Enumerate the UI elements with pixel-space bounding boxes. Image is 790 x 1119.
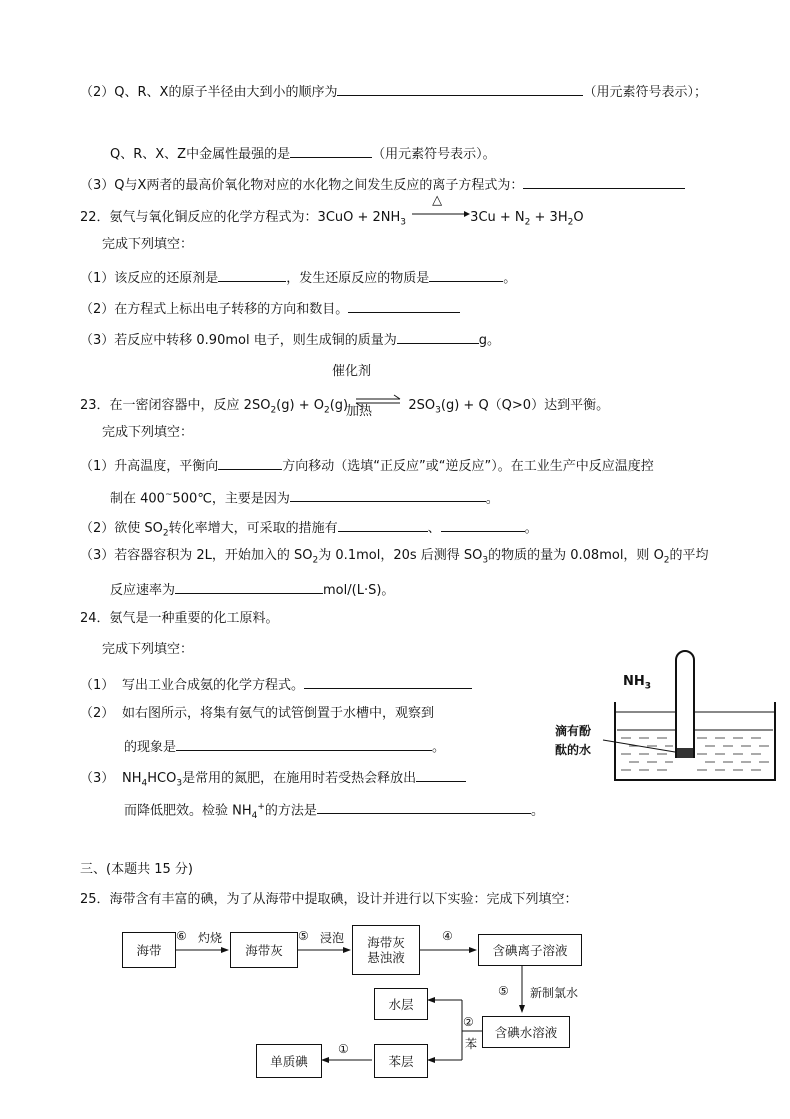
step-2-label: 苯 bbox=[465, 1037, 478, 1051]
section3-title: 三、(本题共 15 分) bbox=[80, 862, 193, 877]
q23-sub1: 2 bbox=[270, 405, 277, 416]
q22-stem-b: 3Cu + N bbox=[470, 210, 525, 225]
step-4-marker: ④ bbox=[442, 929, 453, 943]
q23-p2-a: （2）欲使 SO bbox=[80, 521, 163, 536]
fig-gas-text: NH bbox=[623, 674, 645, 689]
q23-p1-tilde: ~ bbox=[164, 490, 173, 500]
q24-p3-blank2[interactable] bbox=[317, 800, 531, 814]
q24-p2-number: （2） bbox=[80, 706, 115, 721]
q24-fill-instruction: 完成下列填空： bbox=[102, 642, 194, 657]
q24-p2-blank[interactable] bbox=[176, 737, 432, 751]
box-haidai: 海带 bbox=[122, 932, 176, 968]
step-5b-marker: ⑤ bbox=[498, 984, 509, 998]
q22-part3 bbox=[80, 330, 500, 349]
q21-p2-blank[interactable] bbox=[337, 82, 583, 96]
q24-p1-blank[interactable] bbox=[304, 675, 472, 689]
q23-p3-sub3: 2 bbox=[663, 555, 670, 566]
box-haidaihui: 海带灰 bbox=[230, 932, 298, 968]
q22-stem-c: + 3H bbox=[530, 210, 568, 225]
q23-stem-b: (g) + O bbox=[276, 398, 324, 413]
q23-p3-sub2: 3 bbox=[482, 555, 489, 566]
q23-stem-a: 23．在一密闭容器中，反应 2SO bbox=[80, 398, 271, 413]
q23-part1 bbox=[80, 456, 654, 475]
box-benzene-layer: 苯层 bbox=[374, 1044, 428, 1078]
q24-part1 bbox=[80, 675, 472, 694]
box-suspension bbox=[352, 925, 420, 975]
q24-p3-sup: + bbox=[257, 802, 265, 812]
q22-part2 bbox=[80, 299, 460, 318]
q22-p2-blank[interactable] bbox=[348, 299, 460, 313]
q24-p3-number: （3） bbox=[80, 771, 115, 786]
q22-heat-arrow bbox=[410, 193, 470, 221]
q23-catalyst-label: 催化剂 bbox=[332, 364, 372, 379]
q23-p3-sub1: 2 bbox=[312, 555, 319, 566]
q24-p3-blank1[interactable] bbox=[416, 768, 466, 782]
box-iodine-water: 含碘水溶液 bbox=[482, 1016, 570, 1048]
step-6-marker: ⑥ bbox=[176, 929, 187, 943]
q23-p1-a: （1）升高温度，平衡向 bbox=[80, 459, 219, 474]
q22-stem bbox=[80, 193, 584, 231]
q23-p3-d: 的平均 bbox=[669, 548, 709, 563]
q23-p2-d: 。 bbox=[524, 521, 538, 536]
q24-part2 bbox=[80, 706, 434, 722]
box-water-layer: 水层 bbox=[374, 988, 428, 1020]
q23-p2-blank2[interactable] bbox=[441, 518, 525, 532]
box-suspension-line1: 海带灰 bbox=[367, 935, 405, 950]
q22-p1-a: （1）该反应的还原剂是 bbox=[80, 271, 219, 286]
q23-fill-instruction: 完成下列填空： bbox=[102, 425, 194, 440]
q23-p3-e: 反应速率为 bbox=[110, 583, 176, 598]
q23-p1-c: 制在 400 bbox=[110, 491, 165, 507]
q23-p1-d: 500℃，主要是因为 bbox=[172, 491, 290, 507]
q23-p2-blank1[interactable] bbox=[338, 518, 428, 532]
q24-p3-b: HCO bbox=[147, 771, 177, 786]
q21-p3-blank[interactable] bbox=[523, 175, 685, 189]
step-2-marker: ② bbox=[463, 1015, 474, 1029]
q24-part3-line2 bbox=[124, 799, 544, 824]
q24-stem: 24．氨气是一种重要的化工原料。 bbox=[80, 611, 279, 626]
q22-p3-a: （3）若反应中转移 0.90mol 电子，则生成铜的质量为 bbox=[80, 333, 397, 348]
q23-stem-c: (g) bbox=[329, 398, 349, 413]
q24-p3-d: 而降低肥效。检验 NH bbox=[124, 803, 252, 819]
q24-part3 bbox=[80, 768, 466, 792]
q24-p3-c: 是常用的氮肥，在施用时若受热会释放出 bbox=[182, 771, 417, 786]
q23-sub2: 2 bbox=[323, 405, 330, 416]
q23-p2-c: 、 bbox=[427, 521, 441, 536]
q22-sub-nh3: 3 bbox=[400, 217, 407, 228]
q22-p3-b: g。 bbox=[478, 333, 500, 348]
box-iodide-solution: 含碘离子溶液 bbox=[478, 934, 582, 966]
q23-part2 bbox=[80, 518, 538, 542]
box-elemental-iodine: 单质碘 bbox=[256, 1044, 322, 1078]
q21-part3-line bbox=[80, 175, 685, 194]
q23-p3-f: mol/(L·S)。 bbox=[323, 583, 395, 598]
q21-p2d-text: （用元素符号表示）。 bbox=[372, 147, 496, 162]
q23-p3-a: （3）若容器容积为 2L，开始加入的 SO bbox=[80, 548, 313, 563]
q23-sub3: 3 bbox=[435, 405, 441, 416]
q23-p1-b: 方向移动（选填“正反应”或“逆反应”）。在工业生产中反应温度控 bbox=[282, 459, 654, 474]
q22-part1 bbox=[80, 268, 516, 287]
q25-stem: 25．海带含有丰富的碘，为了从海带中提取碘，设计并进行以下实验：完成下列填空： bbox=[80, 892, 578, 907]
q24-p3-a: NH bbox=[122, 771, 142, 786]
q23-part1-line2 bbox=[110, 487, 499, 507]
q21-p3-text: （3）Q与X两者的最高价氧化物对应的水化物之间发生反应的离子方程式为： bbox=[80, 178, 524, 193]
q24-p3-sub1: 4 bbox=[141, 778, 148, 789]
q22-p1-blank1[interactable] bbox=[218, 268, 286, 282]
step-5a-label: 浸泡 bbox=[320, 931, 345, 945]
q24-p2c-text: 。 bbox=[432, 740, 446, 755]
q22-sub-n2: 2 bbox=[524, 217, 531, 228]
q21-p2c-text: Q、R、X、Z中金属性最强的是 bbox=[110, 147, 291, 162]
q24-p2b-text: 的现象是 bbox=[124, 740, 177, 755]
q23-heat-label: 加热 bbox=[346, 404, 373, 419]
reaction-arrow-icon bbox=[410, 205, 470, 221]
q23-p3-c: 的物质的量为 0.08mol，则 O bbox=[488, 548, 664, 563]
q23-stem-d: 2SO bbox=[408, 398, 436, 413]
q23-stem-e: (g) + Q（Q>0）达到平衡。 bbox=[440, 398, 610, 413]
q21-p2-text: （2）Q、R、X的原子半径由大到小的顺序为 bbox=[80, 85, 338, 100]
q24-p3-sub2: 3 bbox=[176, 778, 183, 789]
q24-p1-number: （1） bbox=[80, 678, 115, 693]
q23-p1-blank[interactable] bbox=[218, 456, 282, 470]
q22-p1-blank2[interactable] bbox=[429, 268, 503, 282]
q23-p1-e: 。 bbox=[485, 491, 499, 507]
q23-p3-b: 为 0.1mol，20s 后测得 SO bbox=[318, 548, 483, 563]
q23-stem bbox=[80, 393, 609, 419]
box-suspension-line2: 悬浊液 bbox=[367, 950, 405, 965]
q23-p2-sub: 2 bbox=[162, 528, 169, 539]
q24-p1-text: 写出工业合成氨的化学方程式。 bbox=[122, 678, 305, 693]
fig-water-label-2: 酞的水 bbox=[555, 743, 592, 757]
q21-p2c-blank[interactable] bbox=[290, 144, 372, 158]
q22-heat-symbol: △ bbox=[432, 193, 443, 208]
q23-part3-line2 bbox=[110, 580, 394, 599]
inverted-tube-trough-illustration bbox=[545, 640, 785, 785]
fig-water-label-1: 滴有酚 bbox=[555, 724, 592, 738]
step-5b-label: 新制氯水 bbox=[530, 986, 579, 1000]
q22-stem-d: O bbox=[573, 210, 584, 225]
q23-p2-b: 转化率增大，可采取的措施有 bbox=[168, 521, 338, 536]
fig-gas-sub: 3 bbox=[644, 681, 652, 692]
q24-part2-line2 bbox=[124, 737, 445, 756]
q24-p2-text: 如右图所示，将集有氨气的试管倒置于水槽中，观察到 bbox=[122, 706, 435, 721]
q23-part3 bbox=[80, 548, 709, 569]
q22-p1-b: ，发生还原反应的物质是 bbox=[286, 271, 430, 286]
q24-p3-f: 。 bbox=[530, 803, 544, 819]
q21-part2-line2 bbox=[110, 144, 496, 163]
q22-p2-text: （2）在方程式上标出电子转移的方向和数目。 bbox=[80, 302, 349, 317]
step-6-label: 灼烧 bbox=[198, 931, 223, 945]
q23-p1-blank2[interactable] bbox=[290, 488, 486, 502]
q21-p2-suffix: （用元素符号表示）； bbox=[583, 85, 707, 100]
q24-p3-sub3: 4 bbox=[251, 810, 258, 821]
q22-p3-blank[interactable] bbox=[397, 330, 479, 344]
ammonia-fountain-figure bbox=[545, 640, 785, 785]
q22-p1-c: 。 bbox=[503, 271, 517, 286]
fig-gas-label bbox=[623, 674, 651, 692]
step-5a-marker: ⑤ bbox=[298, 929, 309, 943]
q22-sub-h2o: 2 bbox=[567, 217, 574, 228]
q22-stem-a: 22．氨气与氧化铜反应的化学方程式为：3CuO + 2NH bbox=[80, 210, 401, 225]
q21-part2-line bbox=[80, 82, 707, 101]
step-1-marker: ① bbox=[338, 1042, 349, 1056]
q24-p3-e: 的方法是 bbox=[264, 803, 317, 819]
q23-p3-blank[interactable] bbox=[175, 580, 323, 594]
q22-fill-instruction: 完成下列填空： bbox=[102, 237, 194, 252]
